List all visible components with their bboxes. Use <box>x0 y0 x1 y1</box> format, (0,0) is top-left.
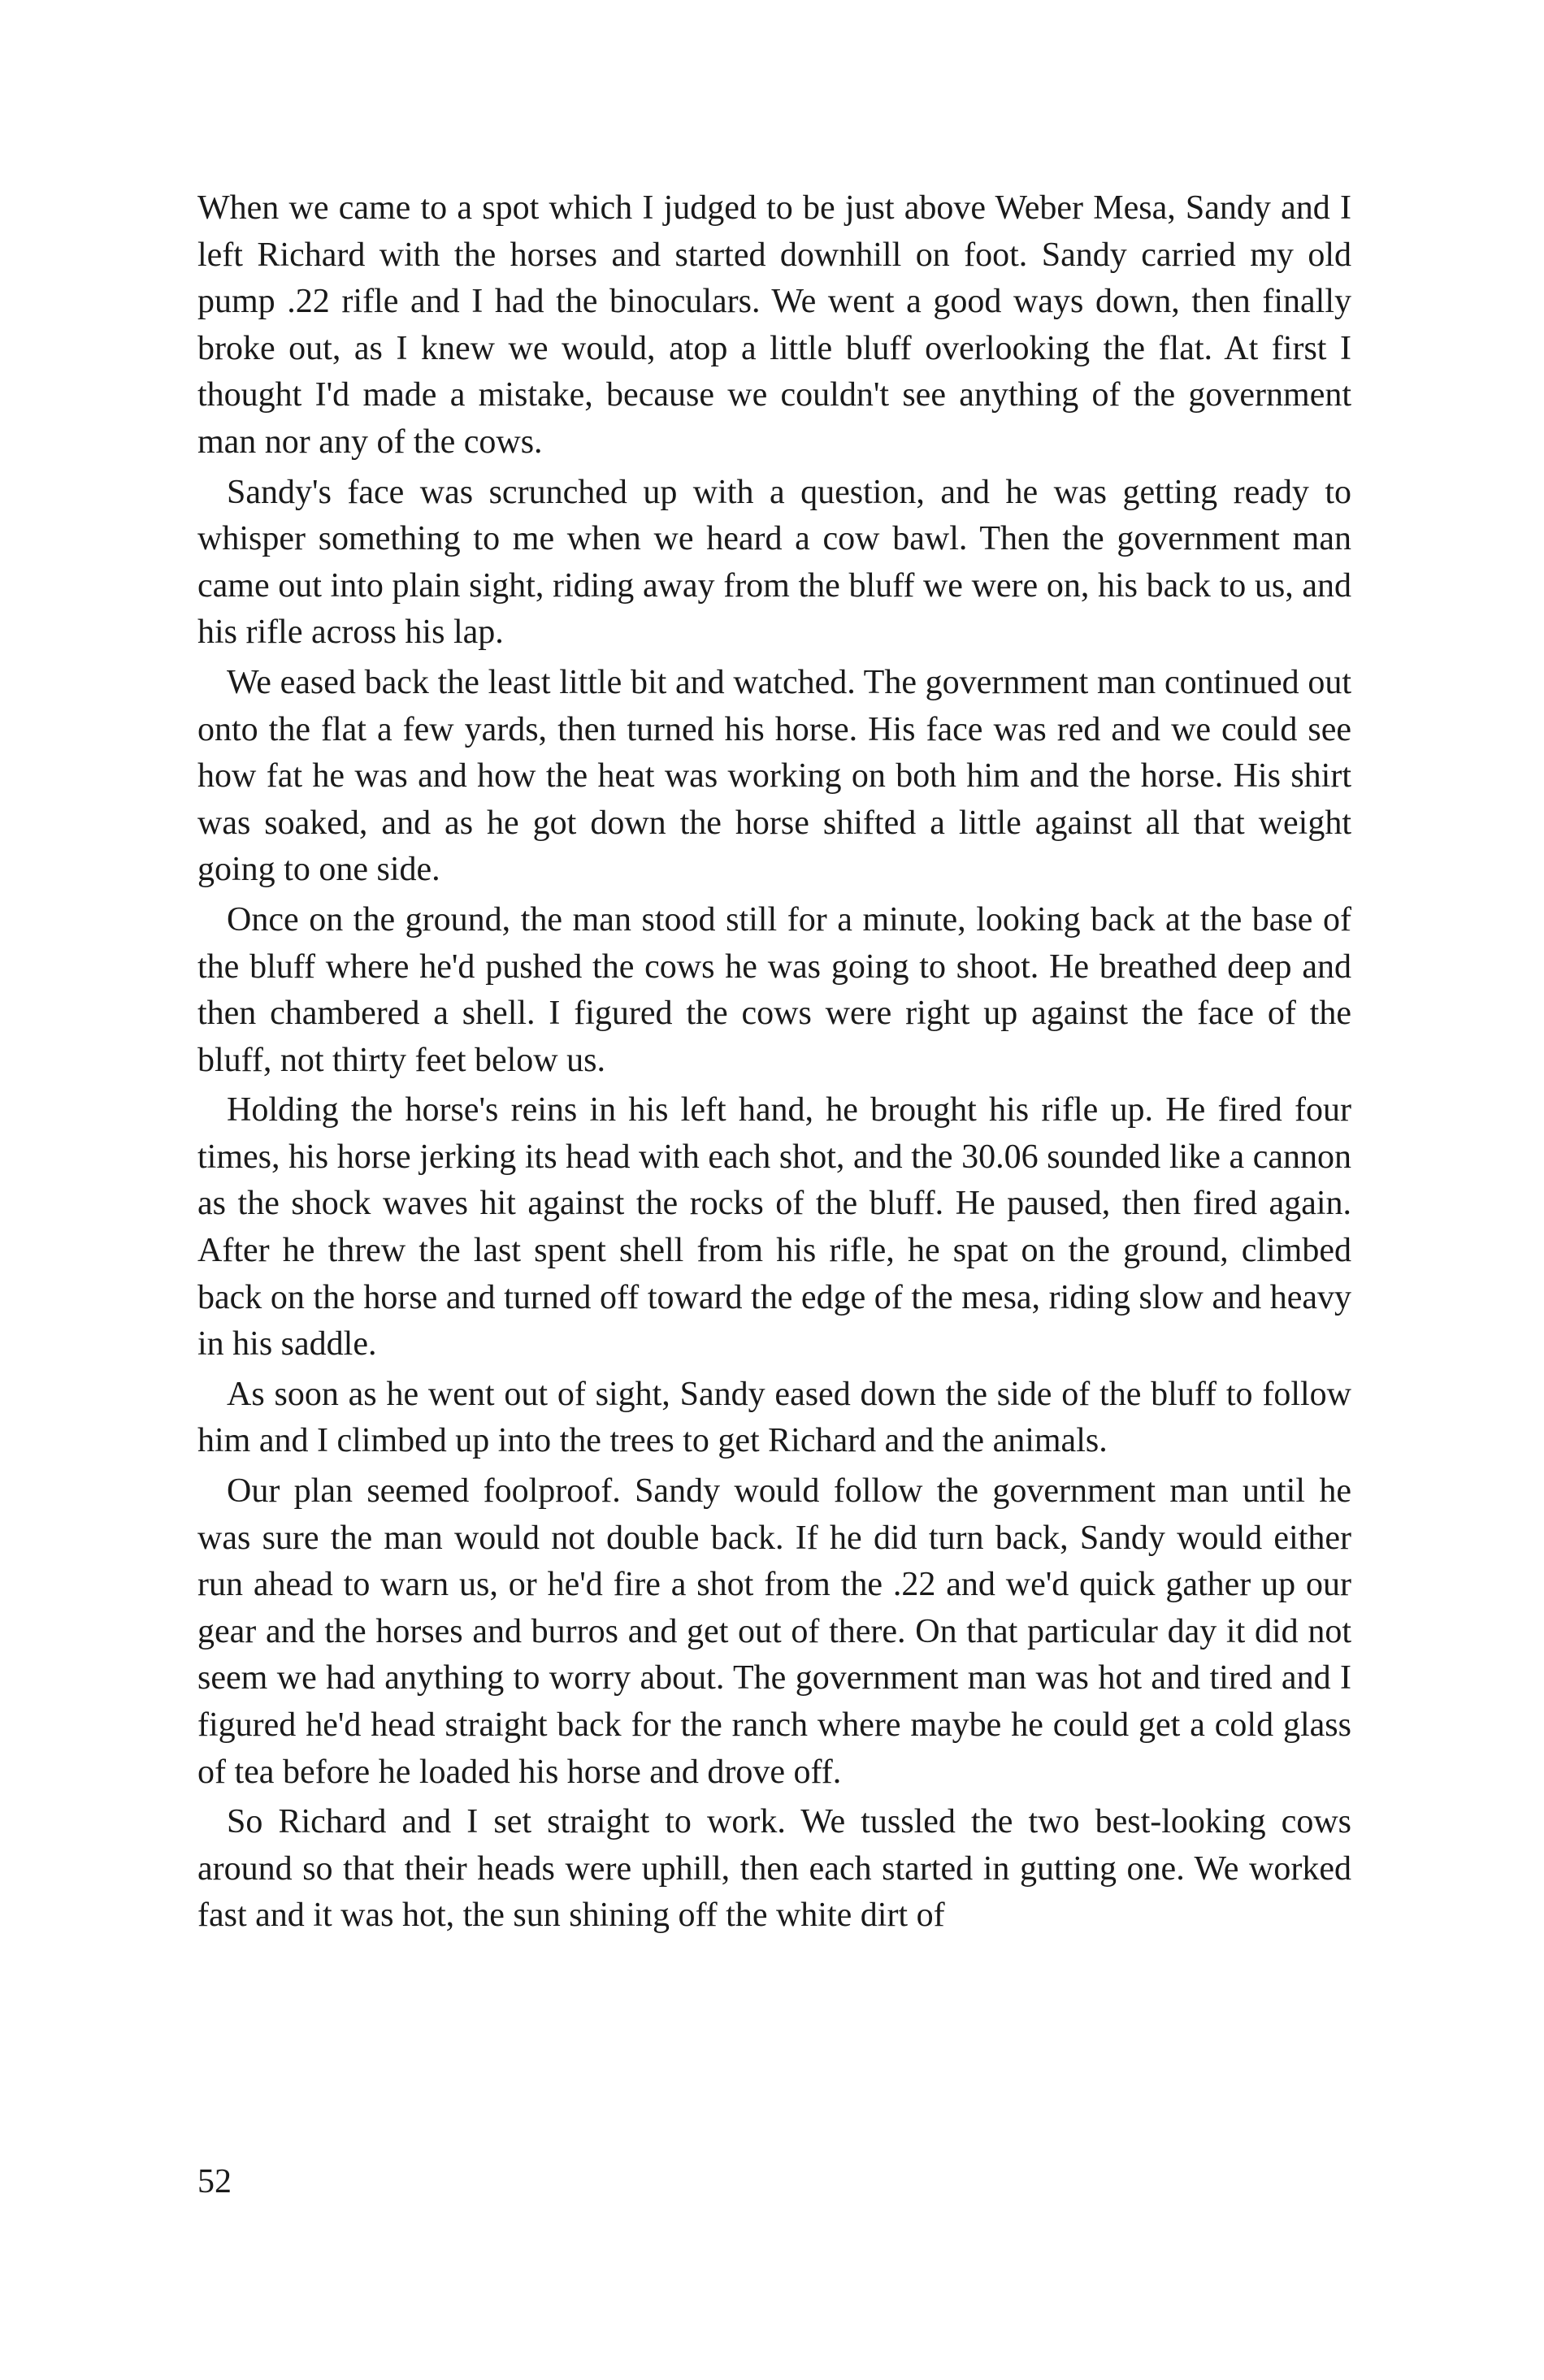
paragraph-2: Sandy's face was scrunched up with a question, and he was getting ready to whisper something to me when we heard a cow bawl. Then the government man came out into plain sight, riding away from the bluff we were on, his back to us, and his rifle across his lap. <box>197 473 1351 652</box>
paragraph-4: Once on the ground, the man stood still for a minute, looking back at the base of the bluff where he'd pushed the cows he was going to shoot. He breathed deep and then chambered a shell. I figured the cows were right up against the face of the bluff, not thirty feet below us. <box>197 900 1351 1079</box>
paragraph-6: As soon as he went out of sight, Sandy eased down the side of the bluff to follow him and I climbed up into the trees to get Richard and the animals. <box>197 1375 1351 1460</box>
paragraph-5: Holding the horse's reins in his left hand, he brought his rifle up. He fired four times, his horse jerking its head with each shot, and the 30.06 sounded like a cannon as the shock waves hit against the rocks of the bluff. He paused, then fired again. After he threw the last spent shell from his rifle, he spat on the ground, climbed back on the horse and turned off toward the edge of the mesa, riding slow and heavy in his saddle. <box>197 1091 1351 1363</box>
body-text <box>197 185 1351 1940</box>
paragraph-7: Our plan seemed foolproof. Sandy would follow the government man until he was sure the man would not double back. If he did turn back, Sandy would either run ahead to warn us, or he'd fire a shot from the .22 and we'd quick gather up our gear and the horses and burros and get out of there. On that particular day it did not seem we had anything to worry about. The government man was hot and tired and I figured he'd head straight back for the ranch where maybe he could get a cold glass of tea before he loaded his horse and drove off. <box>197 1472 1351 1791</box>
paragraph-1: When we came to a spot which I judged to be just above Weber Mesa, Sandy and I left Richard with the horses and started downhill on foot. Sandy carried my old pump .22 rifle and I had the binoculars. We went a good ways down, then finally broke out, as I knew we would, atop a little bluff overlooking the flat. At first I thought I'd made a mistake, because we couldn't see anything of the government man nor any of the cows. <box>197 189 1351 461</box>
paragraph-8: So Richard and I set straight to work. We tussled the two best-looking cows around so that their heads were uphill, then each started in gutting one. We worked fast and it was hot, the sun shining off the white dirt of <box>197 1803 1351 1935</box>
page-number: 52 <box>197 2163 232 2200</box>
paragraph-3: We eased back the least little bit and watched. The government man continued out onto the flat a few yards, then turned his horse. His face was red and we could see how fat he was and how the heat was working on both him and the horse. His shirt was soaked, and as he got down the horse shifted a little against all that weight going to one side. <box>197 663 1351 889</box>
